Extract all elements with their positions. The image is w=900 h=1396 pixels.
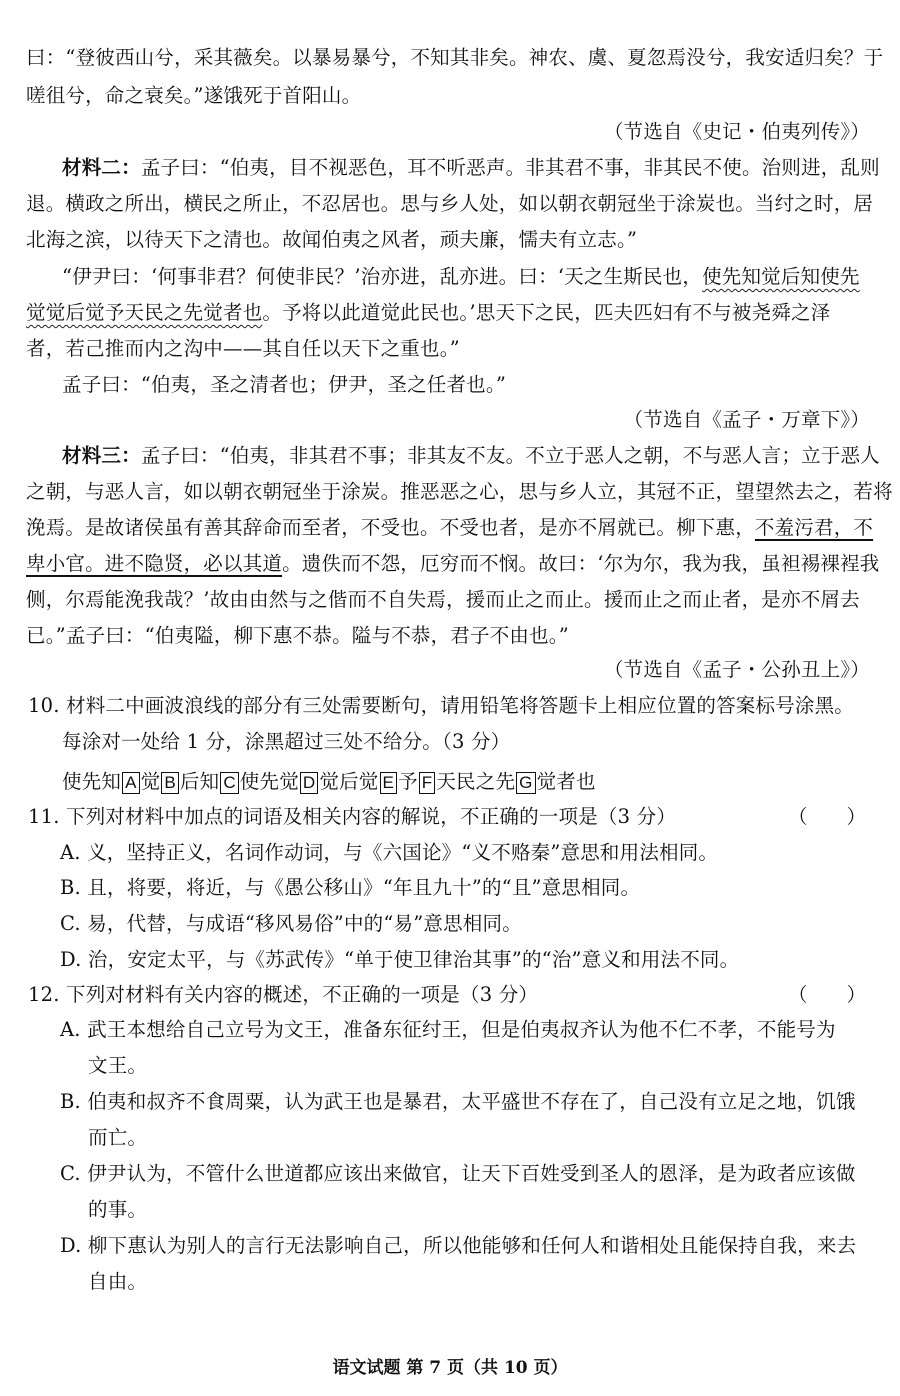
text-line: 侧，尔焉能浼我哉？’故由由然与之偕而不自失焉，援而止之而止。援而止之而止者，是亦不屑去 bbox=[26, 588, 860, 611]
answer-box-f[interactable]: F bbox=[419, 772, 436, 794]
question-10-note: 每涂对一处给 1 分，涂黑超过三处不给分。（3 分） bbox=[62, 730, 511, 753]
seq-text: 觉 bbox=[140, 770, 161, 793]
material-label: 材料三： bbox=[62, 444, 141, 467]
option-a-cont: 文王。 bbox=[88, 1054, 148, 1077]
answer-box-e[interactable]: E bbox=[380, 772, 398, 794]
material-label: 材料二： bbox=[62, 156, 141, 179]
text-line bbox=[62, 263, 874, 291]
text-line: 曰：“登彼西山兮，采其薇矣。以暴易暴兮，不知其非矣。神农、虞、夏忽焉没兮，我安适归矣？于 bbox=[26, 46, 884, 69]
answer-paren[interactable]: （ ） bbox=[787, 805, 866, 828]
underlined-text: 不羞污君，不 bbox=[754, 516, 874, 539]
text-line: 孟子曰：“伯夷，圣之清者也；伊尹，圣之任者也。” bbox=[62, 373, 506, 396]
answer-paren[interactable]: （ ） bbox=[787, 983, 866, 1006]
seq-text: 予 bbox=[398, 770, 418, 793]
seq-text: 使先觉 bbox=[239, 770, 299, 793]
text-line: 者，若己推而内之沟中——其自任以天下之重也。” bbox=[26, 337, 460, 360]
text-line: 北海之滨，以待天下之清也。故闻伯夷之风者，顽夫廉，懦夫有立志。” bbox=[26, 228, 638, 251]
answer-box-c[interactable]: C bbox=[220, 772, 238, 794]
text-span: 孟子曰：“伯夷，非其君不事；非其友不友。不立于恶人之朝，不与恶人言；立于恶人 bbox=[140, 444, 880, 467]
wavy-underlined-text: 使先知觉后知使先 bbox=[702, 265, 860, 288]
seq-text: 天民之先 bbox=[436, 770, 516, 793]
option-d-cont: 自由。 bbox=[88, 1270, 148, 1293]
text-span: 孟子曰：“伯夷，目不视恶色，耳不听恶声。非其君不事，非其民不使。治则进，乱则 bbox=[140, 156, 880, 179]
seq-text: 觉者也 bbox=[536, 770, 596, 793]
text-line: 已。”孟子曰：“伯夷隘，柳下惠不恭。隘与不恭，君子不由也。” bbox=[26, 624, 569, 647]
option-c-cont: 的事。 bbox=[88, 1198, 148, 1221]
answer-box-a[interactable]: A bbox=[122, 772, 140, 794]
option-b-cont: 而亡。 bbox=[88, 1126, 148, 1149]
source-citation: （节选自《孟子・公孙丑上》） bbox=[603, 658, 870, 681]
text-span: “伊尹曰：‘何事非君？何使非民？’治亦进，乱亦进。曰：‘天之生斯民也， bbox=[62, 265, 703, 288]
text-line: 之朝，与恶人言，如以朝衣朝冠坐于涂炭。推恶恶之心，思与乡人立，其冠不正，望望然去之，若将 bbox=[26, 480, 893, 503]
question-10-sequence bbox=[62, 768, 874, 796]
text-line bbox=[26, 514, 874, 542]
question-11-stem: 11. 下列对材料中加点的词语及相关内容的解说，不正确的一项是（3 分） bbox=[28, 805, 677, 828]
seq-text: 觉后觉 bbox=[319, 770, 379, 793]
material-three-line bbox=[62, 442, 880, 470]
answer-box-g[interactable]: G bbox=[516, 772, 535, 794]
option-d: D. 柳下惠认为别人的言行无法影响自己，所以他能够和任何人和谐相处且能保持自我，来去 bbox=[60, 1234, 857, 1257]
text-span: 。予将以此道觉此民也。’思天下之民，匹夫匹妇有不与被尧舜之泽 bbox=[262, 301, 831, 324]
option-c: C. 易，代替，与成语“移风易俗”中的“易”意思相同。 bbox=[60, 912, 522, 935]
page-footer: 语文试题 第 7 页（共 10 页） bbox=[332, 1358, 568, 1378]
option-a: A. 义，坚持正义，名词作动词，与《六国论》“义不赂秦”意思和用法相同。 bbox=[60, 841, 719, 864]
option-b: B. 且，将要，将近，与《愚公移山》“年且九十”的“且”意思相同。 bbox=[60, 876, 641, 899]
question-12-stem: 12. 下列对材料有关内容的概述，不正确的一项是（3 分） bbox=[28, 983, 539, 1006]
option-d: D. 治，安定太平，与《苏武传》“单于使卫律治其事”的“治”意义和用法不同。 bbox=[60, 948, 740, 971]
text-line: 嗟徂兮，命之衰矣。”遂饿死于首阳山。 bbox=[26, 84, 362, 107]
seq-text: 使先知 bbox=[62, 770, 122, 793]
text-line bbox=[26, 299, 874, 327]
answer-box-b[interactable]: B bbox=[161, 772, 179, 794]
text-line bbox=[26, 550, 880, 578]
source-citation: （节选自《史记・伯夷列传》） bbox=[603, 120, 870, 143]
material-two-line bbox=[62, 154, 880, 182]
text-span: 。遗佚而不怨，厄穷而不悯。故曰：‘尔为尔，我为我，虽袒裼裸裎我 bbox=[282, 552, 880, 575]
text-span: 浼焉。是故诸侯虽有善其辞命而至者，不受也。不受也者，是亦不屑就已。柳下惠， bbox=[26, 516, 755, 539]
question-10-stem: 10. 材料二中画波浪线的部分有三处需要断句，请用铅笔将答题卡上相应位置的答案标号涂黑。 bbox=[28, 694, 855, 717]
answer-box-d[interactable]: D bbox=[300, 772, 318, 794]
seq-text: 后知 bbox=[179, 770, 220, 793]
option-a: A. 武王本想给自己立号为文王，准备东征纣王，但是伯夷叔齐认为他不仁不孝，不能号为 bbox=[60, 1018, 836, 1041]
source-citation: （节选自《孟子・万章下》） bbox=[623, 408, 870, 431]
text-line: 退。横政之所出，横民之所止，不忍居也。思与乡人处，如以朝衣朝冠坐于涂炭也。当纣之时，居 bbox=[26, 192, 874, 215]
option-b: B. 伯夷和叔齐不食周粟，认为武王也是暴君，太平盛世不存在了，自己没有立足之地，饥饿 bbox=[60, 1090, 856, 1113]
option-c: C. 伊尹认为，不管什么世道都应该出来做官，让天下百姓受到圣人的恩泽，是为政者应该做 bbox=[60, 1162, 856, 1185]
wavy-underlined-text: 觉觉后觉予天民之先觉者也 bbox=[26, 301, 263, 324]
underlined-text: 卑小官。进不隐贤，必以其道 bbox=[26, 552, 283, 575]
